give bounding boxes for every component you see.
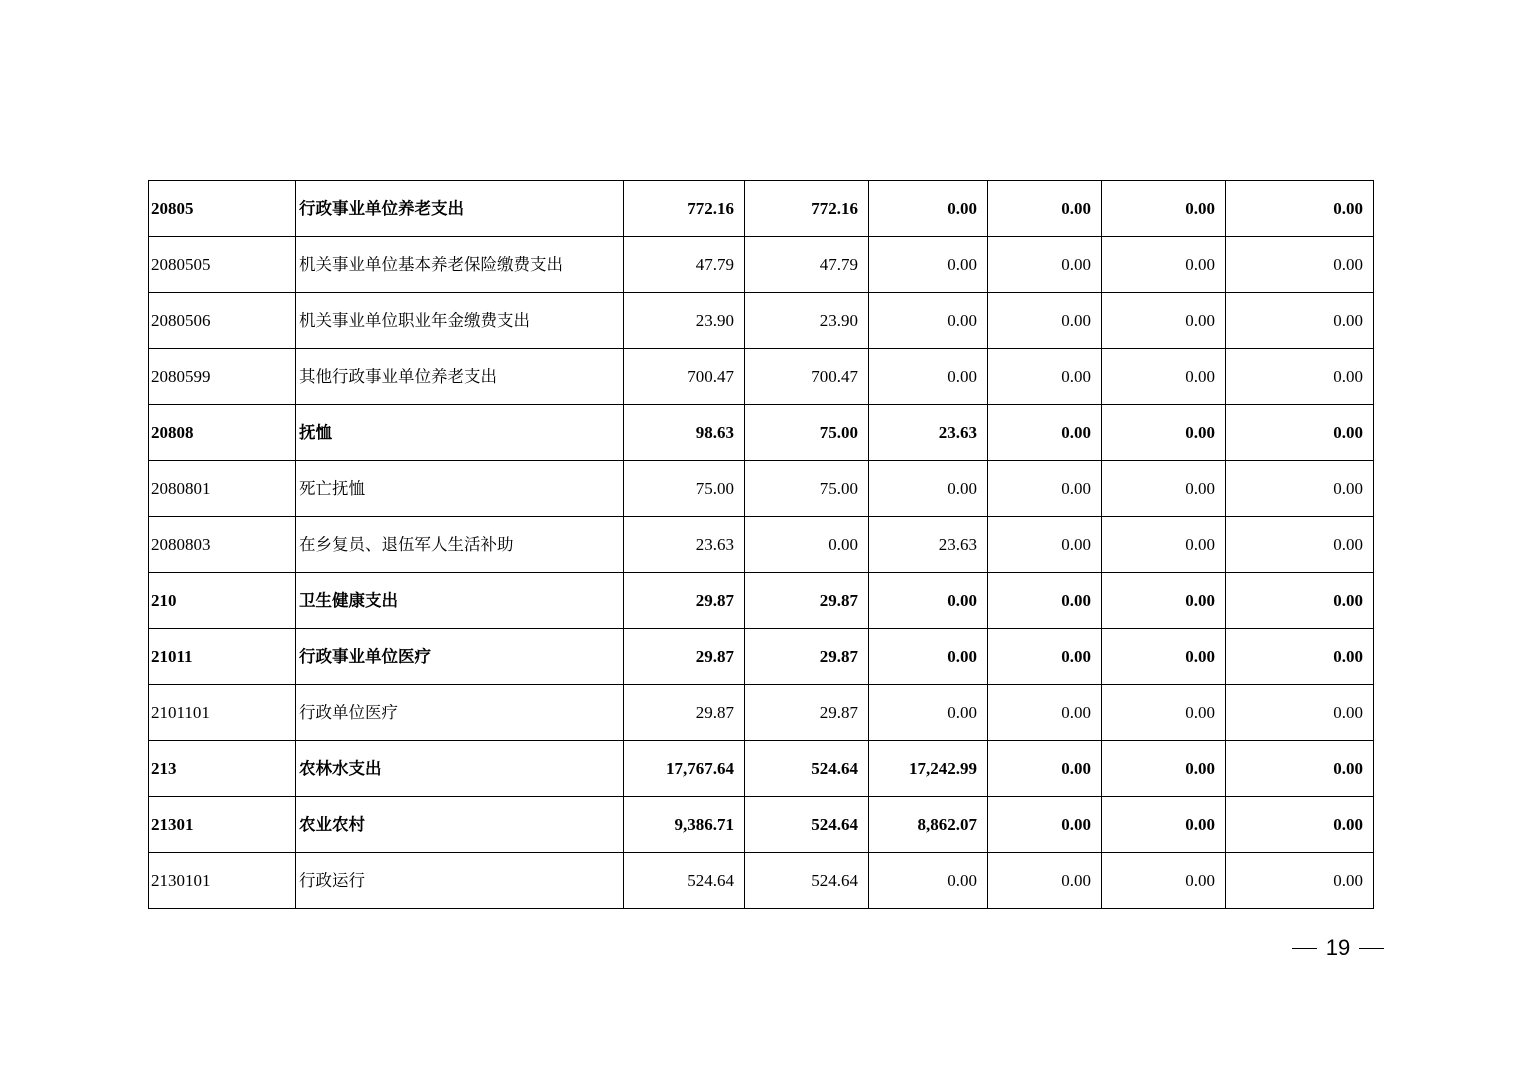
- table-row: [149, 797, 1374, 853]
- amount-total-cell: 17,767.64: [624, 741, 745, 797]
- amount-col-2-cell: 23.90: [745, 293, 869, 349]
- amount-col-3-cell: 0.00: [869, 853, 988, 909]
- amount-col-5-cell: 0.00: [1102, 853, 1226, 909]
- subject-name-cell: 农业农村: [296, 797, 624, 853]
- amount-col-5-cell: 0.00: [1102, 237, 1226, 293]
- amount-col-5-cell: 0.00: [1102, 629, 1226, 685]
- amount-col-3-cell: 0.00: [869, 461, 988, 517]
- subject-name-cell: 在乡复员、退伍军人生活补助: [296, 517, 624, 573]
- amount-col-3-cell: 23.63: [869, 405, 988, 461]
- subject-code-cell: 2080599: [149, 349, 296, 405]
- amount-col-3-cell: 0.00: [869, 573, 988, 629]
- subject-code-cell: 2080505: [149, 237, 296, 293]
- amount-col-5-cell: 0.00: [1102, 573, 1226, 629]
- subject-name-cell: 行政事业单位医疗: [296, 629, 624, 685]
- amount-col-4-cell: 0.00: [988, 853, 1102, 909]
- table-row: [149, 237, 1374, 293]
- amount-col-6-cell: 0.00: [1226, 797, 1374, 853]
- subject-code-cell: 21011: [149, 629, 296, 685]
- amount-col-3-cell: 0.00: [869, 685, 988, 741]
- table-row: [149, 181, 1374, 237]
- subject-name-cell: 卫生健康支出: [296, 573, 624, 629]
- amount-col-3-cell: 0.00: [869, 293, 988, 349]
- amount-col-6-cell: 0.00: [1226, 517, 1374, 573]
- amount-col-2-cell: 29.87: [745, 685, 869, 741]
- amount-col-2-cell: 0.00: [745, 517, 869, 573]
- subject-name-cell: 抚恤: [296, 405, 624, 461]
- amount-col-2-cell: 75.00: [745, 405, 869, 461]
- subject-name-cell: 机关事业单位基本养老保险缴费支出: [296, 237, 624, 293]
- amount-col-4-cell: 0.00: [988, 405, 1102, 461]
- amount-col-4-cell: 0.00: [988, 573, 1102, 629]
- subject-code-cell: 2080506: [149, 293, 296, 349]
- amount-col-2-cell: 47.79: [745, 237, 869, 293]
- amount-col-2-cell: 524.64: [745, 853, 869, 909]
- amount-total-cell: 524.64: [624, 853, 745, 909]
- subject-code-cell: 20808: [149, 405, 296, 461]
- table-body: [149, 181, 1374, 909]
- amount-total-cell: 75.00: [624, 461, 745, 517]
- amount-col-6-cell: 0.00: [1226, 237, 1374, 293]
- amount-col-6-cell: 0.00: [1226, 853, 1374, 909]
- amount-col-6-cell: 0.00: [1226, 349, 1374, 405]
- subject-code-cell: 2080803: [149, 517, 296, 573]
- amount-col-4-cell: 0.00: [988, 517, 1102, 573]
- amount-col-5-cell: 0.00: [1102, 685, 1226, 741]
- amount-total-cell: 23.90: [624, 293, 745, 349]
- amount-col-6-cell: 0.00: [1226, 573, 1374, 629]
- amount-col-4-cell: 0.00: [988, 797, 1102, 853]
- table-row: [149, 517, 1374, 573]
- amount-col-5-cell: 0.00: [1102, 181, 1226, 237]
- amount-col-5-cell: 0.00: [1102, 405, 1226, 461]
- amount-col-5-cell: 0.00: [1102, 517, 1226, 573]
- amount-col-5-cell: 0.00: [1102, 741, 1226, 797]
- subject-name-cell: 农林水支出: [296, 741, 624, 797]
- table-row: [149, 629, 1374, 685]
- amount-col-4-cell: 0.00: [988, 237, 1102, 293]
- table-row: [149, 405, 1374, 461]
- subject-code-cell: 21301: [149, 797, 296, 853]
- subject-name-cell: 行政事业单位养老支出: [296, 181, 624, 237]
- table-row: [149, 461, 1374, 517]
- amount-col-3-cell: 17,242.99: [869, 741, 988, 797]
- amount-col-3-cell: 23.63: [869, 517, 988, 573]
- page-number-right-dash: [1359, 948, 1384, 949]
- amount-col-2-cell: 75.00: [745, 461, 869, 517]
- amount-col-6-cell: 0.00: [1226, 741, 1374, 797]
- amount-col-2-cell: 29.87: [745, 573, 869, 629]
- amount-col-4-cell: 0.00: [988, 741, 1102, 797]
- amount-total-cell: 9,386.71: [624, 797, 745, 853]
- amount-total-cell: 29.87: [624, 685, 745, 741]
- amount-col-4-cell: 0.00: [988, 685, 1102, 741]
- amount-total-cell: 29.87: [624, 629, 745, 685]
- subject-code-cell: 20805: [149, 181, 296, 237]
- amount-col-2-cell: 772.16: [745, 181, 869, 237]
- amount-total-cell: 700.47: [624, 349, 745, 405]
- subject-name-cell: 行政单位医疗: [296, 685, 624, 741]
- amount-total-cell: 29.87: [624, 573, 745, 629]
- amount-col-2-cell: 700.47: [745, 349, 869, 405]
- amount-col-4-cell: 0.00: [988, 181, 1102, 237]
- subject-name-cell: 其他行政事业单位养老支出: [296, 349, 624, 405]
- amount-col-3-cell: 0.00: [869, 181, 988, 237]
- amount-col-4-cell: 0.00: [988, 461, 1102, 517]
- amount-total-cell: 47.79: [624, 237, 745, 293]
- amount-col-6-cell: 0.00: [1226, 461, 1374, 517]
- amount-col-5-cell: 0.00: [1102, 461, 1226, 517]
- table-row: [149, 293, 1374, 349]
- amount-col-3-cell: 0.00: [869, 629, 988, 685]
- amount-col-2-cell: 29.87: [745, 629, 869, 685]
- subject-code-cell: 2130101: [149, 853, 296, 909]
- amount-total-cell: 98.63: [624, 405, 745, 461]
- amount-col-5-cell: 0.00: [1102, 797, 1226, 853]
- subject-name-cell: 机关事业单位职业年金缴费支出: [296, 293, 624, 349]
- subject-code-cell: 2101101: [149, 685, 296, 741]
- amount-col-4-cell: 0.00: [988, 629, 1102, 685]
- amount-col-2-cell: 524.64: [745, 741, 869, 797]
- table-row: [149, 349, 1374, 405]
- page-number: [1280, 933, 1396, 963]
- subject-code-cell: 210: [149, 573, 296, 629]
- subject-code-cell: 213: [149, 741, 296, 797]
- amount-col-5-cell: 0.00: [1102, 293, 1226, 349]
- amount-col-6-cell: 0.00: [1226, 629, 1374, 685]
- amount-total-cell: 772.16: [624, 181, 745, 237]
- subject-name-cell: 行政运行: [296, 853, 624, 909]
- amount-col-3-cell: 0.00: [869, 349, 988, 405]
- amount-col-6-cell: 0.00: [1226, 685, 1374, 741]
- amount-col-6-cell: 0.00: [1226, 181, 1374, 237]
- amount-col-6-cell: 0.00: [1226, 293, 1374, 349]
- page-number-text: 19: [1325, 935, 1351, 960]
- page-number-left-dash: [1292, 948, 1317, 949]
- amount-col-4-cell: 0.00: [988, 349, 1102, 405]
- amount-col-4-cell: 0.00: [988, 293, 1102, 349]
- amount-total-cell: 23.63: [624, 517, 745, 573]
- amount-col-3-cell: 0.00: [869, 237, 988, 293]
- amount-col-3-cell: 8,862.07: [869, 797, 988, 853]
- subject-code-cell: 2080801: [149, 461, 296, 517]
- budget-expenditure-table: [148, 180, 1374, 909]
- amount-col-5-cell: 0.00: [1102, 349, 1226, 405]
- table-row: [149, 685, 1374, 741]
- table-row: [149, 853, 1374, 909]
- table-row: [149, 573, 1374, 629]
- table-row: [149, 741, 1374, 797]
- amount-col-2-cell: 524.64: [745, 797, 869, 853]
- subject-name-cell: 死亡抚恤: [296, 461, 624, 517]
- amount-col-6-cell: 0.00: [1226, 405, 1374, 461]
